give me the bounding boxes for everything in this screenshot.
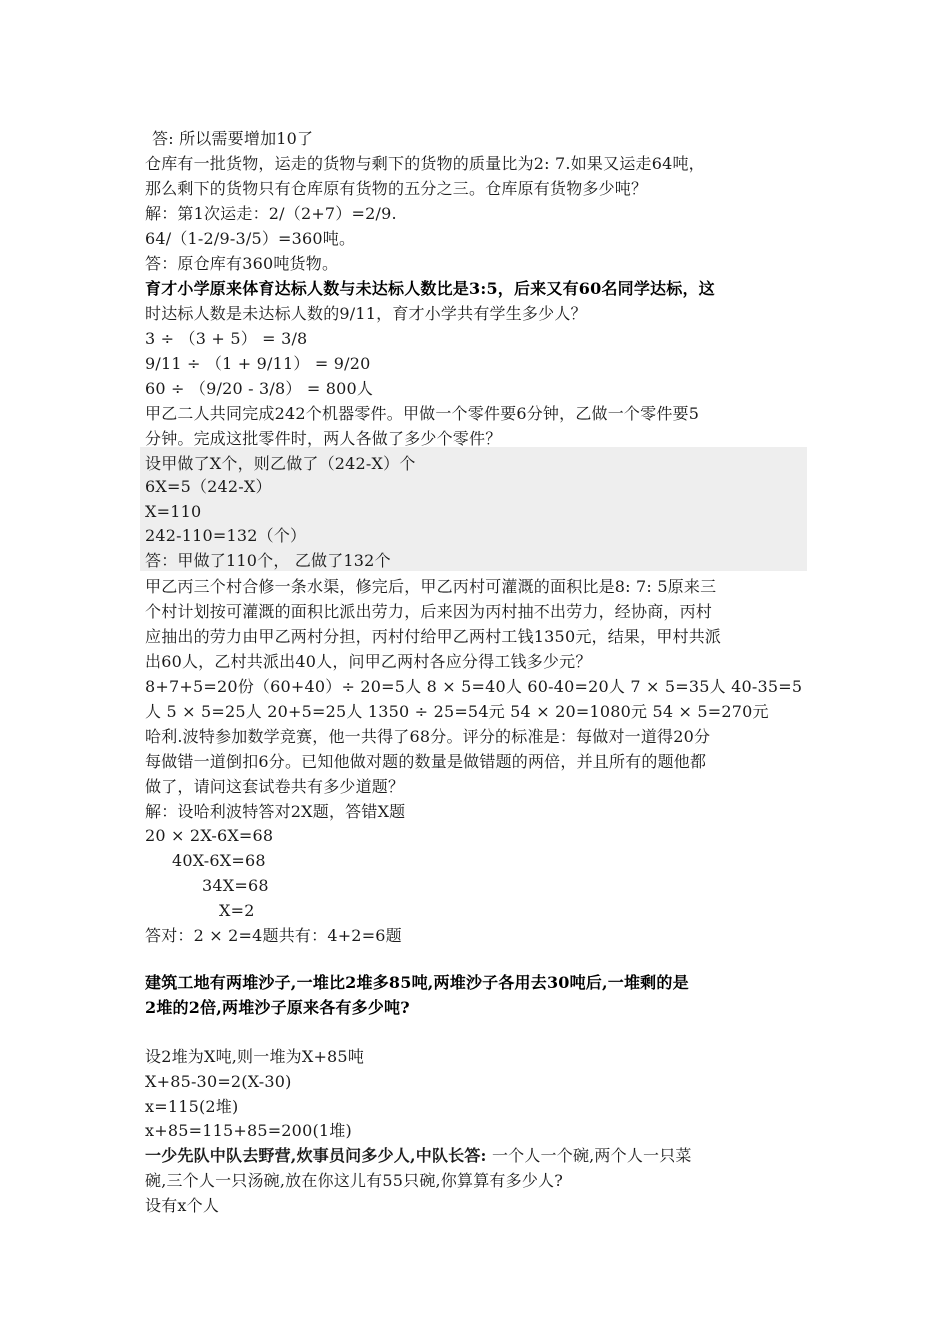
- solution-canal-line-2: 人 5 × 5=25人 20+5=25人 1350 ÷ 25=54元 54 × 20=1080元 54 × 5=270元: [145, 702, 769, 721]
- solution-parts-line-2: 6X=5（242-X）: [145, 477, 272, 496]
- problem-canal-line-2: 个村计划按可灌溉的面积比派出劳力，后来因为丙村抽不出劳力，经协商，丙村: [145, 602, 713, 621]
- problem-canal-line-3: 应抽出的劳力由甲乙两村分担，丙村付给甲乙两村工钱1350元，结果，甲村共派: [145, 627, 722, 646]
- problem-canal-line-1: 甲乙丙三个村合修一条水渠，修完后，甲乙丙村可灌溉的面积比是8: 7: 5原来三: [145, 577, 717, 596]
- problem-bowls-rest: 一个人一个碗,两个人一只菜: [486, 1146, 692, 1165]
- solution-parts-line-3: X=110: [145, 502, 202, 521]
- problem-parts-line-2: 分钟。完成这批零件时，两人各做了多少个零件？: [145, 429, 502, 448]
- problem-warehouse-line-1: 仓库有一批货物，运走的货物与剩下的货物的质量比为2: 7.如果又运走64吨，: [145, 154, 705, 173]
- problem-warehouse-line-2: 那么剩下的货物只有仓库原有货物的五分之三。仓库原有货物多少吨？: [145, 179, 648, 198]
- answer-harry: 答对：2 × 2=4题共有：4+2=6题: [145, 926, 402, 945]
- problem-bowls-line-1: [145, 1143, 810, 1168]
- solution-sand-line-1: 设2堆为X吨,则一堆为X+85吨: [145, 1047, 365, 1066]
- solution-bowls-line-1: 设有x个人: [145, 1196, 220, 1215]
- problem-bowls-line-2: 碗,三个人一只汤碗,放在你这儿有55只碗,你算算有多少人?: [145, 1171, 563, 1190]
- solution-harry-line-4: 34X=68: [202, 876, 269, 895]
- solution-school-line-2: 9/11 ÷ （1 + 9/11） = 9/20: [145, 354, 371, 373]
- solution-sand-line-2: X+85-30=2(X-30): [145, 1072, 292, 1091]
- solution-harry-line-5: X=2: [219, 901, 255, 920]
- problem-harry-line-1: 哈利.波特参加数学竞赛，他一共得了68分。评分的标准是：每做对一道得20分: [145, 727, 711, 746]
- solution-sand-line-4: x+85=115+85=200(1堆): [145, 1121, 352, 1140]
- solution-parts-line-1: 设甲做了X个，则乙做了（242-X）个: [145, 454, 416, 473]
- solution-harry-line-1: 解：设哈利波特答对2X题，答错X题: [145, 802, 406, 821]
- answer-line: 答: 所以需要增加10了: [152, 129, 314, 148]
- problem-sand-line-2: 2堆的2倍,两堆沙子原来各有多少吨?: [145, 998, 410, 1017]
- solution-school-line-1: 3 ÷ （3 + 5） = 3/8: [145, 329, 308, 348]
- answer-parts: 答：甲做了110个， 乙做了132个: [145, 551, 391, 570]
- solution-warehouse-line-1: 解：第1次运走：2/（2+7）=2/9.: [145, 204, 397, 223]
- problem-canal-line-4: 出60人，乙村共派出40人，问甲乙两村各应分得工钱多少元？: [145, 652, 592, 671]
- problem-bowls-bold-lead: 一少先队中队去野营,炊事员问多少人,中队长答:: [145, 1146, 487, 1165]
- problem-harry-line-2: 每做错一道倒扣6分。已知他做对题的数量是做错题的两倍，并且所有的题他都: [145, 752, 707, 771]
- problem-school-line-1: 育才小学原来体育达标人数与未达标人数比是3:5，后来又有60名同学达标，这: [145, 279, 715, 298]
- solution-sand-line-3: x=115(2堆): [145, 1097, 239, 1116]
- solution-canal-line-1: 8+7+5=20份（60+40）÷ 20=5人 8 × 5=40人 60-40=20人 7 × 5=35人 40-35=5: [145, 677, 803, 696]
- problem-school-line-2: 时达标人数是未达标人数的9/11，育才小学共有学生多少人？: [145, 304, 587, 323]
- solution-warehouse-line-2: 64/（1-2/9-3/5）=360吨。: [145, 229, 356, 248]
- solution-school-line-3: 60 ÷ （9/20 - 3/8） = 800人: [145, 379, 374, 398]
- solution-harry-line-3: 40X-6X=68: [172, 851, 266, 870]
- solution-parts-line-4: 242-110=132（个）: [145, 526, 307, 545]
- problem-sand-line-1: 建筑工地有两堆沙子,一堆比2堆多85吨,两堆沙子各用去30吨后,一堆剩的是: [145, 973, 689, 992]
- problem-parts-line-1: 甲乙二人共同完成242个机器零件。甲做一个零件要6分钟，乙做一个零件要5: [145, 404, 700, 423]
- problem-harry-line-3: 做了，请问这套试卷共有多少道题？: [145, 777, 405, 796]
- answer-warehouse: 答：原仓库有360吨货物。: [145, 254, 339, 273]
- solution-harry-line-2: 20 × 2X-6X=68: [145, 826, 274, 845]
